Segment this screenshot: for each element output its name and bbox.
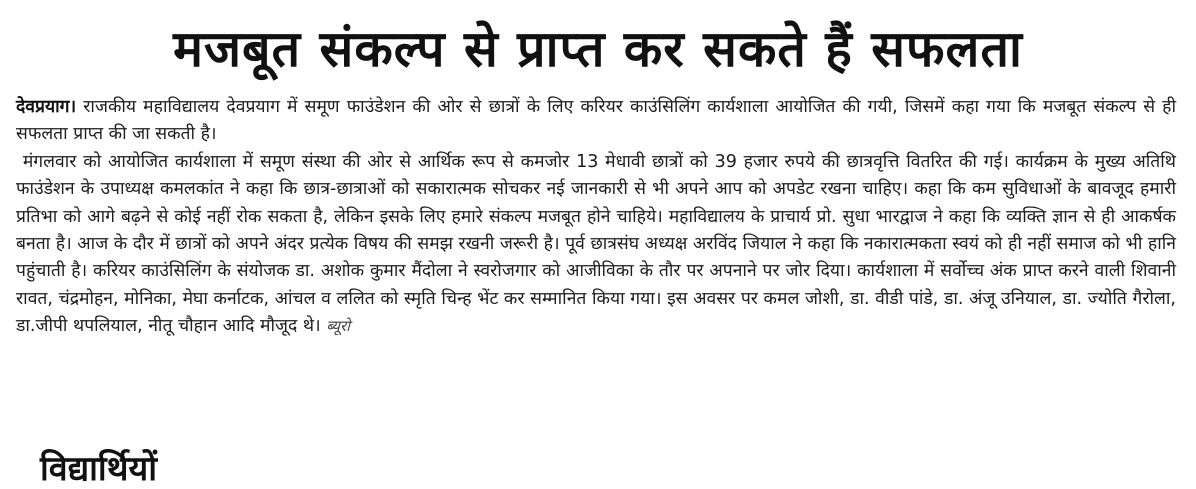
article-body (16, 94, 1176, 341)
byline: ब्यूरो (326, 317, 350, 336)
lead-paragraph (16, 94, 1176, 149)
body-paragraph (16, 149, 1176, 341)
next-article-headline-fragment: विद्यार्थियों (40, 449, 157, 489)
dateline: देवप्रयाग। (16, 97, 77, 117)
article-headline: मजबूत संकल्प से प्राप्त कर सकते हैं सफलता (173, 20, 1023, 78)
lead-text: राजकीय महाविद्यालय देवप्रयाग में समूण फाउंडेशन की ओर से छात्रों के लिए करियर काउंसिलिंग कार्यशाला आयोजित की गयी, जिसमें कहा गया कि मजबूत संकल्प से ही सफलता प्राप्त की जा सकती है। (16, 97, 1176, 145)
body-text: मंगलवार को आयोजित कार्यशाला में समूण संस्था की ओर से आर्थिक रूप से कमजोर 13 मेधावी छात्रों को 39 हजार रुपये की छात्रवृत्ति वितरित की गई। कार्यक्रम के मुख्य अतिथि फाउंडेशन के उपाध्यक्ष कमलकांत ने कहा कि छात्र-छात्राओं को सकारात्मक सोचकर नई जानकारी से भी अपने आप को अपडेट रखना चाहिए। कहा कि कम सुविधाओं के बावजूद हमारी प्रतिभा को आगे बढ़ने से कोई नहीं रोक सकता है, लेकिन इसके लिए हमारे संकल्प मजबूत होने चाहिये। महाविद्यालय के प्राचार्य प्रो. सुधा भारद्वाज ने कहा कि व्यक्ति ज्ञान से ही आकर्षक बनता है। आज के दौर में छात्रों को अपने अंदर प्रत्येक विषय की समझ रखनी जरूरी है। पूर्व छात्रसंघ अध्यक्ष अरविंद जियाल ने कहा कि नकारात्मकता स्वयं को ही नहीं समाज को भी हानि पहुंचाती है। करियर काउंसिलिंग के संयोजक डा. अशोक कुमार मैंदोला ने स्वरोजगार को आजीविका के तौर पर अपनाने पर जोर दिया। कार्यशाला में सर्वोच्च अंक प्राप्त करने वाली शिवानी रावत, चंद्रमोहन, मोनिका, मेघा कर्नाटक, आंचल व ललित को स्मृति चिन्ह भेंट कर सम्मानित किया गया। इस अवसर पर कमल जोशी, डा. वीडी पांडे, डा. अंजू उनियाल, डा. ज्योति गैरोला, डा.जीपी थपलियाल, नीतू चौहान आदि मौजूद थे। (16, 151, 1176, 337)
